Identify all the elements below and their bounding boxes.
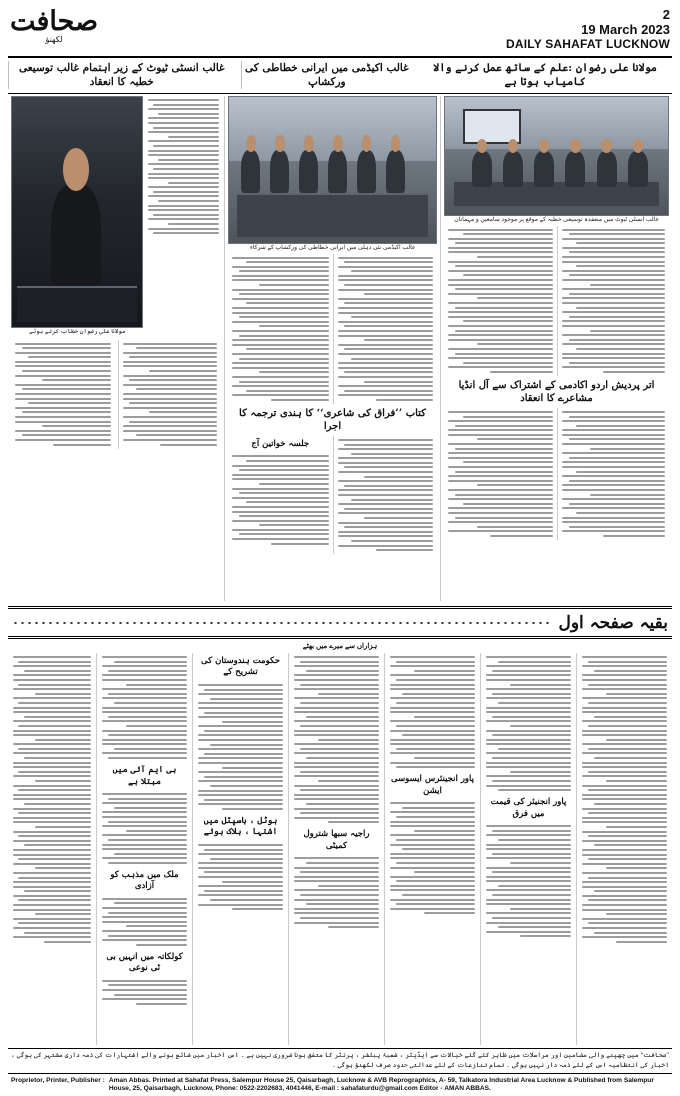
sub-headline-6: راجیہ سبھا شترول کمیٹی [303,829,370,851]
body-text-block [560,408,668,540]
body-text-block [100,653,189,762]
photo-caption-2: غالب اکیڈمی نئی دہلی میں ایرانی خطاطی کی ورکشاپ کے شرکاء [249,245,416,252]
sub-headline-1: اتر پردیش اردو اکادمی کے اشتراک سے آل انڈیا مشاعرے کا انعقاد [458,379,655,405]
top-col-left [8,96,224,601]
footer-disclaimer: ’’صحافت‘‘ میں چھپنے والی مضامین اور مراسلات میں ظاہر کئے گئے خیالات سے ایڈیٹر ، شعبۂ پبلشر ، پرنٹر کا متفق ہونا ضروری نہیں ہے ۔ اس اخبار میں شائع ہونے والے اشتہارات کی ذمہ داری مشتہر کی ہوگی ، اخبار کی انتظامیہ اس کے لئے ذمہ دار نہیں ہوگی ۔ تمام تنازعات کے لئے عدالتی حدود صرف لکھنؤ ہوگی ۔ [8,1049,672,1074]
headline-1: مولانا علی رضوان :علم کے ساتھ عمل کرنے والا کامیاب ہوتا ہے [433,61,657,88]
imprint-text: Aman Abbas. Printed at Sahafat Press, Salempur House 25, Qaisarbagh, Lucknow & AVB Reprographics, A- 59, Talkatora Industrial Area Lucknow & Published from Salempur House, 25, Qaisarbagh, Lucknow, Phone: 0522-2202683, 4041446, E-mail : sahafaturdu@gmail.com Editor - AMAN ABBAS. [108,1076,654,1093]
body-text-block [484,822,573,940]
headline-strip [8,58,672,94]
lower-col-3 [384,653,480,1045]
body-text-block [146,96,221,237]
headline-2: غالب اکیڈمی میں ایرانی خطاطی کی ورکشاپ [241,61,413,89]
body-text-block [13,340,113,449]
banner-dots-decoration [12,620,550,626]
body-text-block [336,436,436,554]
page-number: 2 [662,7,670,22]
top-col-right [440,96,672,601]
lower-col-4 [288,653,384,1045]
body-text-block [100,977,189,1008]
body-text-block [292,854,381,931]
top-section [8,96,672,601]
body-text-block [292,653,381,826]
sub-headline-10: کولکاتہ میں انہیں بی ٹی نوعی [106,951,183,974]
sub-headline-3: جلسہ خواتین آج [251,438,310,449]
section-banner-continuation [8,606,672,639]
continuation-section [8,653,672,1045]
imprint-label: Proprietor, Printer, Publisher : [11,1076,105,1084]
photo-caption-3: مولانا علی رضوان خطاب کرتے ہوئے [29,329,126,336]
body-text-block [388,653,477,771]
body-text-block [446,408,555,540]
logo-text: صحافت [10,6,99,37]
body-text-block [100,895,189,949]
lower-col-7 [8,653,96,1045]
body-text-block [580,653,669,946]
sub-headline-9: ہوٹل ، ہاسپٹل میں اشتہا ، ہلاک ہوئے [203,815,278,838]
lower-col-5 [192,653,288,1045]
body-text-block [196,681,285,813]
lower-col-6 [96,653,192,1045]
sub-headline-11: پاور انجنیئر کی قیمت میں فرق [490,797,567,819]
body-text-block [230,452,331,547]
photo-meeting-hall [444,96,669,216]
body-text-block [11,653,93,946]
sub-headline-2: کتاب ’’فراق کی شاعری‘‘ کا ہندی ترجمہ کا اجرا [239,407,426,433]
body-text-block [388,799,477,917]
section-subtitle: ہزاراں سے میرے میں بھٹے [302,643,378,651]
sub-headline-8: ملک میں مذہب کو آزادی [110,869,179,892]
paper-name: DAILY SAHAFAT LUCKNOW [506,36,670,51]
photo-workshop [228,96,437,244]
body-text-block [560,226,668,376]
sub-headline-7: بی ایم آئی میں مبتلا ہے [112,765,177,787]
photo-caption-1: غالب انسٹی ٹیوٹ میں منعقدہ توسیعی خطبہ کے موقع پر موجود سامعین و مہمانان [454,217,659,224]
body-text-block [230,254,331,404]
photo-speaker [11,96,143,328]
top-col-middle [224,96,440,601]
body-text-block [446,226,555,376]
body-text-block [100,790,189,867]
lower-col-1 [576,653,672,1045]
headline-3: غالب انسٹی ٹیوٹ کے زیر اہتمام غالب توسیعی خطبہ کا انعقاد [8,61,235,89]
body-text-block [336,254,436,404]
masthead-info [506,8,670,52]
sub-headline-4: حکومت ہندوستان کی تشریح کے [201,656,280,678]
section-title: بقیہ صفحہ اول [558,613,668,634]
imprint-block [8,1074,672,1096]
body-text-block [196,841,285,913]
sub-headline-5: پاور انجینئرس ایسوسی ایشن [391,774,474,796]
lower-col-2 [480,653,576,1045]
body-text-block [484,653,573,794]
body-text-block [121,340,220,449]
publication-date: 19 March 2023 [581,21,670,37]
newspaper-logo [10,8,98,44]
logo-subtext: لکھنؤ [45,35,63,44]
masthead [8,6,672,58]
